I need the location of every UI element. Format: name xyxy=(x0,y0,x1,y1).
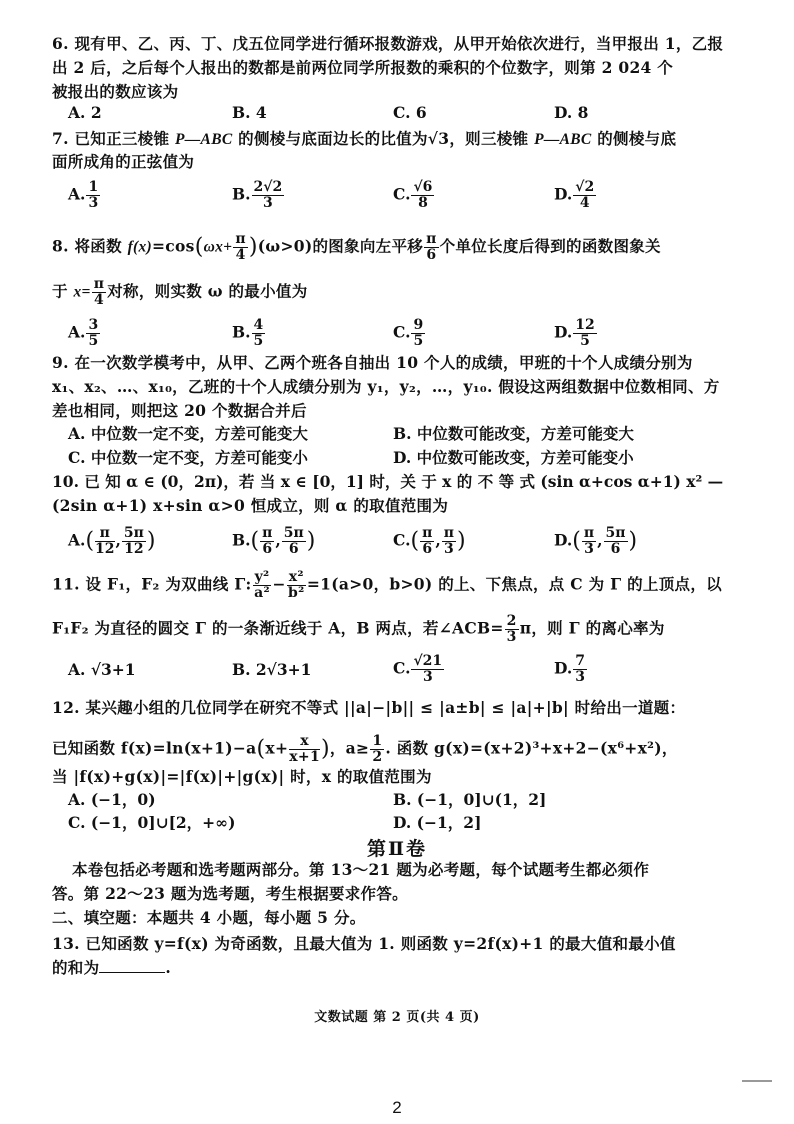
q8-option-b: B. $\frac{4}{5}$ xyxy=(232,317,264,349)
q7-line1: 7. 已知正三棱锥 P—ABC 的侧棱与底面边长的比值为√3，则三棱锥 P—ABC 的侧棱与底 xyxy=(52,129,677,148)
q9-line1: 9. 在一次数学模考中，从甲、乙两个班各自抽出 10 个人的成绩，甲班的十个人成绩分别为 xyxy=(52,353,693,372)
q9-line2: x₁、x₂、…、x₁₀，乙班的十个人成绩分别为 y₁，y₂，…，y₁₀. 假设这两组数据中位数相同、方 xyxy=(52,377,720,396)
q12-option-a: A. (−1，0) xyxy=(68,790,156,809)
q7-option-c: C. $\frac{√6}{8}$ xyxy=(393,179,433,211)
q11-option-c: C. $\frac{√21}{3}$ xyxy=(393,653,443,685)
q12-line3: 当 |f(x)+g(x)|=|f(x)|+|g(x)| 时，x 的取值范围为 xyxy=(52,767,432,786)
q9-option-b: B. 中位数可能改变，方差可能变大 xyxy=(393,424,634,443)
q8-line1: 8. 将函数 f(x)=cos(ωx+ $\frac{\pi}{4}$ )(ω>0)的图象向左平移 $\frac{\pi}{6}$ 个单位长度后得到的函数图象关 xyxy=(52,231,661,263)
q6-line3: 被报出的数应该为 xyxy=(52,82,179,101)
q8-option-a: A. $\frac{3}{5}$ xyxy=(68,317,99,349)
q6-line2: 出 2 后，之后每个人报出的数都是前两位同学所报数的乘积的个位数字，则第 2 024 个 xyxy=(52,58,674,77)
section-heading: 二、填空题：本题共 4 小题，每小题 5 分。 xyxy=(52,908,366,927)
q9-option-a: A. 中位数一定不变，方差可能变大 xyxy=(68,424,308,443)
scan-mark xyxy=(742,1080,772,1082)
q10-line1: 10. 已 知 α ∈ (0，2π)，若 当 x ∈ [0，1] 时，关 于 x 的 不 等 式 (sin α+cos α+1) x² — xyxy=(52,472,724,491)
q11-option-a: A. √3+1 xyxy=(68,660,136,679)
q11-line2: F₁F₂ 为直径的圆交 Γ 的一条渐近线于 A，B 两点，若∠ACB= $\frac{2}{3}$ π，则 Γ 的离心率为 xyxy=(52,613,665,645)
q12-line2: 已知函数 f(x)=ln(x+1)−a(x+ $\frac{x}{x+1}$ )，a≥ $\frac{1}{2}$ . 函数 g(x)=(x+2)³+x+2−(x⁶+x²)， xyxy=(52,733,678,765)
q7-line2: 面所成角的正弦值为 xyxy=(52,152,195,171)
q11-line1: 11. 设 F₁，F₂ 为双曲线 Γ: $\frac{\text{y²}}{\text{a²}}$ − $\frac{\text{x²}}{\text{b²}}$ =1(a>0，b>0) 的上、下焦点，点 C 为 Γ 的上顶点，以 xyxy=(52,569,722,601)
q11-option-d: D. $\frac{7}{3}$ xyxy=(554,653,586,685)
q6-option-c: C. 6 xyxy=(393,103,427,122)
q13-line2: 的和为 . xyxy=(52,958,172,977)
q7-option-a: A. $\frac{1}{3}$ xyxy=(68,179,99,211)
page-number: 2 xyxy=(392,1098,402,1117)
q9-option-c: C. 中位数一定不变，方差可能变小 xyxy=(68,448,308,467)
q10-option-a: A.( $\frac{\pi}{12}$ , $\frac{5\pi}{12}$ ) xyxy=(68,525,156,557)
q8-line2: 于 x= $\frac{\pi}{4}$ 对称，则实数 ω 的最小值为 xyxy=(52,276,308,308)
q6-option-d: D. 8 xyxy=(554,103,589,122)
q9-option-d: D. 中位数可能改变，方差可能变小 xyxy=(393,448,634,467)
q13-line1: 13. 已知函数 y=f(x) 为奇函数，且最大值为 1. 则函数 y=2f(x)+1 的最大值和最小值 xyxy=(52,934,676,953)
q10-option-d: D.( $\frac{\pi}{3}$ , $\frac{5\pi}{6}$ ) xyxy=(554,525,638,557)
part2-intro-line2: 答。第 22～23 题为选考题，考生根据要求作答。 xyxy=(52,884,408,903)
q12-option-b: B. (−1，0]∪(1，2] xyxy=(393,790,547,809)
q12-option-c: C. (−1，0]∪[2，+∞) xyxy=(68,813,236,832)
part2-title: 第Ⅱ卷 xyxy=(366,838,427,860)
q10-option-b: B.( $\frac{\pi}{6}$ , $\frac{5\pi}{6}$ ) xyxy=(232,525,316,557)
q6-option-b: B. 4 xyxy=(232,103,267,122)
q12-line1: 12. 某兴趣小组的几位同学在研究不等式 ||a|−|b|| ≤ |a±b| ≤ |a|+|b| 时给出一道题： xyxy=(52,698,686,717)
q11-option-b: B. 2√3+1 xyxy=(232,660,312,679)
q8-option-d: D. $\frac{12}{5}$ xyxy=(554,317,595,349)
page-footer: 文数试题 第 2 页(共 4 页) xyxy=(314,1010,480,1025)
q10-line2: (2sin α+1) x+sin α>0 恒成立，则 α 的取值范围为 xyxy=(52,496,449,515)
q7-option-b: B. $\frac{2√2}{3}$ xyxy=(232,179,283,211)
q7-option-d: D. $\frac{√2}{4}$ xyxy=(554,179,595,211)
q6-option-a: A. 2 xyxy=(68,103,102,122)
q8-option-c: C. $\frac{9}{5}$ xyxy=(393,317,424,349)
q6-line1: 6. 现有甲、乙、丙、丁、戊五位同学进行循环报数游戏，从甲开始依次进行，当甲报出 1，乙报 xyxy=(52,34,724,53)
q12-option-d: D. (−1，2] xyxy=(393,813,482,832)
answer-blank xyxy=(99,958,165,973)
q10-option-c: C.( $\frac{\pi}{6}$ , $\frac{\pi}{3}$ ) xyxy=(393,525,466,557)
q9-line3: 差也相同，则把这 20 个数据合并后 xyxy=(52,401,307,420)
part2-intro-line1: 本卷包括必考题和选考题两部分。第 13～21 题为必考题，每个试题考生都必须作 xyxy=(72,860,650,879)
